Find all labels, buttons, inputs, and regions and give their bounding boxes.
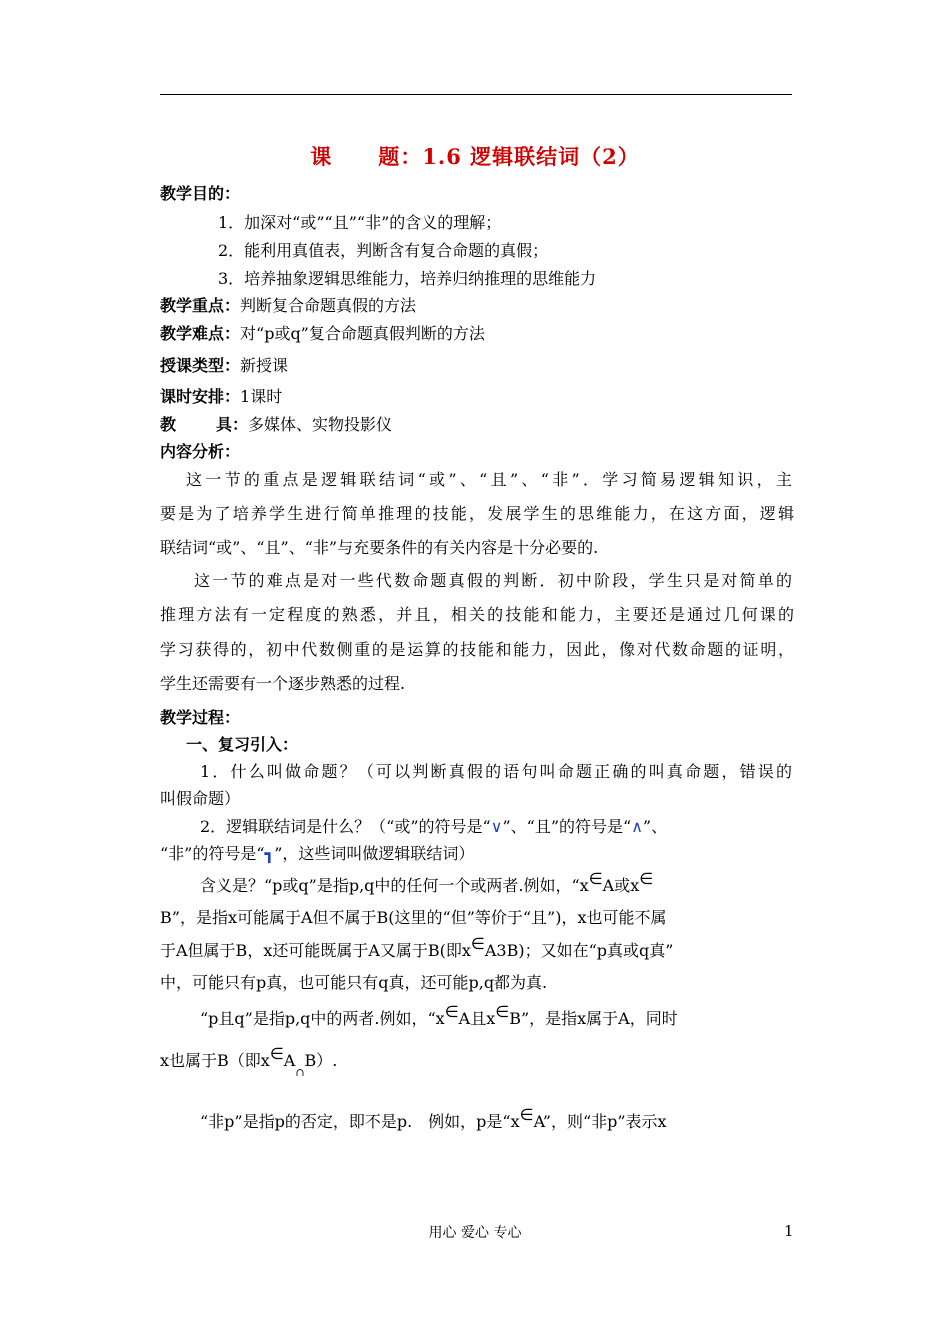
question-1-line: 叫假命题） bbox=[160, 789, 241, 808]
not-text: A”，则“非p”表示x bbox=[533, 1112, 667, 1131]
or-meaning-line: B”，是指x可能属于A但不属于B(这里的“但”等价于“且”)，x也可能不属 bbox=[160, 908, 667, 927]
element-of-symbol: ∈ bbox=[639, 869, 654, 888]
element-of-symbol: ∈ bbox=[588, 869, 603, 888]
and-text: A bbox=[283, 1051, 296, 1070]
tools-label-a: 教 bbox=[160, 415, 177, 434]
analysis-p2-line: 学习获得的，初中代数侧重的是运算的技能和能力，因此，像对代数命题的证明， bbox=[160, 640, 794, 659]
and-text: B）. bbox=[304, 1051, 338, 1070]
analysis-p2-line: 这一节的难点是对一些代数命题真假的判断．初中阶段，学生只是对简单的 bbox=[194, 571, 792, 590]
lesson-type-label: 授课类型： bbox=[160, 356, 241, 375]
difficulty-text: 对“p或q”复合命题真假判断的方法 bbox=[240, 324, 485, 343]
analysis-p2-line: 学生还需要有一个逐步熟悉的过程. bbox=[160, 674, 406, 693]
tools-text: 多媒体、实物投影仪 bbox=[248, 415, 393, 434]
element-of-symbol: ∈ bbox=[269, 1044, 284, 1063]
or-symbol: ∨ bbox=[490, 817, 503, 836]
objective-item: 2．能利用真值表，判断含有复合命题的真假； bbox=[218, 241, 549, 260]
schedule-label: 课时安排： bbox=[160, 387, 241, 406]
q2-text: 2．逻辑联结词是什么？（“或”的符号是“ bbox=[200, 817, 491, 836]
or-text: 于A但属于B，x还可能既属于A又属于B(即x bbox=[160, 941, 471, 960]
and-text: B”，是指x属于A，同时 bbox=[509, 1009, 678, 1028]
or-meaning-line bbox=[160, 934, 674, 961]
lesson-type-text: 新授课 bbox=[240, 356, 289, 375]
or-meaning-line bbox=[200, 869, 654, 896]
element-of-symbol: ∈ bbox=[470, 934, 485, 953]
element-of-symbol: ∈ bbox=[444, 1002, 459, 1021]
analysis-p2-line: 推理方法有一定程度的熟悉，并且，相关的技能和能力，主要还是通过几何课的 bbox=[160, 605, 794, 624]
lesson-type bbox=[160, 353, 288, 376]
or-text: A或x bbox=[602, 876, 640, 895]
difficulty-label: 教学难点： bbox=[160, 324, 241, 343]
q2-text: “非”的符号是“ bbox=[160, 844, 265, 863]
and-meaning-line bbox=[200, 1002, 678, 1029]
and-text: A且x bbox=[458, 1009, 496, 1028]
q2-text: ”，这些词叫做逻辑联结词） bbox=[274, 844, 475, 863]
process-label: 教学过程： bbox=[160, 708, 241, 727]
and-text: “p且q”是指p,q中的两者.例如，“x bbox=[200, 1009, 445, 1028]
or-text: 含义是？“p或q”是指p,q中的任何一个或两者.例如，“x bbox=[200, 876, 589, 895]
not-symbol: ┓ bbox=[264, 844, 275, 863]
objective-item: 1．加深对“或”“且”“非”的含义的理解； bbox=[218, 213, 502, 232]
header-rule bbox=[160, 94, 792, 95]
or-text: A3B)；又如在“p真或q真” bbox=[484, 941, 674, 960]
q2-text: ”、 bbox=[642, 817, 668, 836]
schedule bbox=[160, 384, 282, 407]
schedule-text: 1课时 bbox=[240, 387, 283, 406]
element-of-symbol: ∈ bbox=[519, 1105, 534, 1124]
objective-item: 3．培养抽象逻辑思维能力，培养归纳推理的思维能力 bbox=[218, 269, 597, 288]
title-prefix: 课 bbox=[310, 144, 333, 169]
and-meaning-line bbox=[160, 1044, 338, 1079]
analysis-p1-line: 这一节的重点是逻辑联结词“或”、“且”、“非”．学习简易逻辑知识，主 bbox=[186, 470, 792, 489]
title-main: 题：1.6 逻辑联结词（2） bbox=[378, 144, 640, 169]
analysis-label: 内容分析： bbox=[160, 442, 241, 461]
intersection-symbol: ∩ bbox=[295, 1066, 305, 1079]
key-point bbox=[160, 293, 416, 316]
page-footer: 用心 爱心 专心 bbox=[428, 1225, 522, 1241]
and-symbol: ∧ bbox=[631, 817, 643, 836]
page-title bbox=[0, 141, 950, 171]
or-meaning-line: 中，可能只有p真，也可能只有q真，还可能p,q都为真. bbox=[160, 973, 548, 992]
key-point-label: 教学重点： bbox=[160, 296, 241, 315]
not-text: “非p”是指p的否定，即不是p. 例如，p是“x bbox=[200, 1112, 520, 1131]
q2-text: ”、“且”的符号是“ bbox=[502, 817, 632, 836]
difficulty bbox=[160, 321, 485, 344]
objectives-label: 教学目的： bbox=[160, 184, 241, 203]
key-point-text: 判断复合命题真假的方法 bbox=[240, 296, 417, 315]
question-2-line bbox=[200, 814, 667, 837]
tools bbox=[160, 412, 392, 435]
tools-label-b: 具： bbox=[216, 415, 249, 434]
and-text: x也属于B（即x bbox=[160, 1051, 270, 1070]
analysis-p1-line: 要是为了培养学生进行简单推理的技能，发展学生的思维能力，在这方面，逻辑 bbox=[160, 504, 794, 523]
question-2-line bbox=[160, 841, 474, 864]
page-number: 1 bbox=[784, 1222, 794, 1240]
analysis-p1-line: 联结词“或”、“且”、“非”与充要条件的有关内容是十分必要的. bbox=[160, 538, 599, 557]
section-heading: 一、复习引入： bbox=[186, 735, 299, 754]
question-1-line: 1．什么叫做命题？（可以判断真假的语句叫命题正确的叫真命题，错误的 bbox=[200, 762, 792, 781]
not-meaning-line bbox=[200, 1105, 667, 1132]
element-of-symbol: ∈ bbox=[495, 1002, 510, 1021]
